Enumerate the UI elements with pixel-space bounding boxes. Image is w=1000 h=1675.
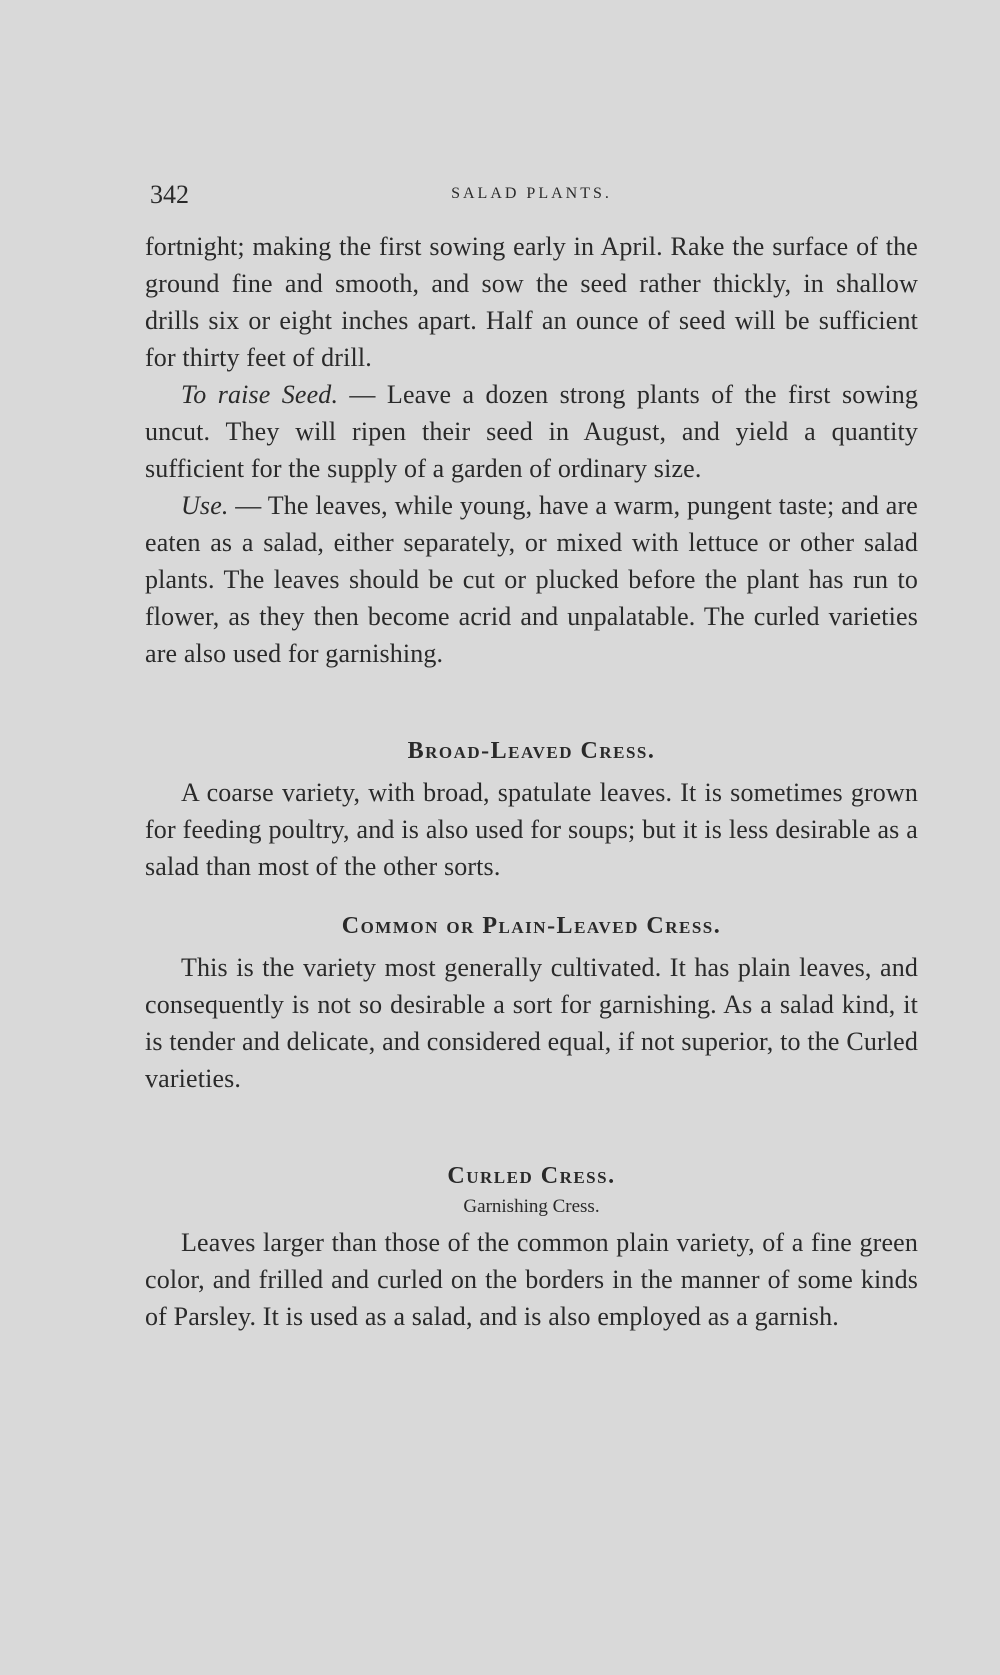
heading-curled-cress: Curled Cress.: [447, 1163, 616, 1189]
subheading-garnishing-cress: Garnishing Cress.: [463, 1196, 600, 1217]
book-page: [145, 170, 918, 1335]
body-text: [145, 228, 918, 1335]
use-text: — The leaves, while young, have a warm, pungent taste; and are eaten as a salad, either separately, or mixed with lettuce or other salad plants. The leaves should be cut or plucked before the plant has run to flower, as they then become acrid and unpalatable. The curled varieties are also used for garnishing.: [145, 491, 918, 668]
paragraph-curled-cress: Leaves larger than those of the common plain variety, of a fine green color, and frilled and curled on the borders in the manner of some kinds of Parsley. It is used as a salad, and is also employed as a garnish.: [145, 1228, 918, 1331]
paragraph-continuation: fortnight; making the first sowing early in April. Rake the surface of the ground fine and smooth, and sow the seed rather thickly, in shallow drills six or eight inches apart. Half an ounce of seed will be sufficient for thirty feet of drill.: [145, 232, 918, 372]
raise-seed-text: — Leave a dozen strong plants of the first sowing uncut. They will ripen their seed in August, and yield a quantity sufficient for the supply of a garden of ordinary size.: [145, 380, 918, 483]
raise-seed-label: To raise Seed.: [181, 380, 339, 409]
use-label: Use.: [181, 491, 229, 520]
paragraph-use: [145, 487, 918, 672]
paragraph-broad-leaved-cress: A coarse variety, with broad, spatulate leaves. It is sometimes grown for feeding poultry, and is also used for soups; but it is less desirable as a salad than most of the other sorts.: [145, 778, 918, 881]
running-head: [145, 170, 918, 220]
heading-broad-leaved-cress: Broad-Leaved Cress.: [407, 738, 656, 764]
running-title: SALAD PLANTS.: [451, 185, 612, 202]
page-number: 342: [150, 180, 189, 209]
paragraph-common-cress: This is the variety most generally cultivated. It has plain leaves, and consequently is not so desirable a sort for garnishing. As a salad kind, it is tender and delicate, and considered equal, if not superior, to the Curled varieties.: [145, 953, 918, 1093]
heading-common-cress: Common or Plain-Leaved Cress.: [341, 913, 722, 939]
paragraph-raise-seed: [145, 376, 918, 487]
